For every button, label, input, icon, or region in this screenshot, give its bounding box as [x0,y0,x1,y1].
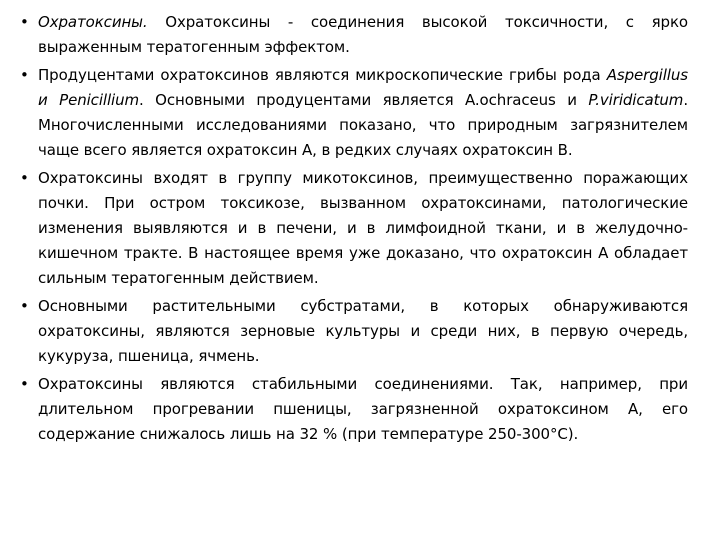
bullet-text: Продуцентами охратоксинов являются микроскопические грибы рода [38,66,607,84]
bullet-item [20,63,688,163]
bullet-item [20,294,688,369]
bullet-dot: • [20,375,29,393]
bullet-dot: • [20,297,29,315]
bullet-text-italic-genus: Aspergillus и Penicillium [38,66,688,109]
bullet-list [20,10,688,450]
bullet-item [20,166,688,291]
bullet-dot: • [20,66,29,84]
bullet-text: . Основными продуцентами является A.ochraceus и [139,91,589,109]
bullet-item [20,10,688,60]
bullet-text-italic-heading: Охратоксины. [38,13,148,31]
bullet-dot: • [20,13,29,31]
bullet-text: Охратоксины являются стабильными соединениями. Так, например, при длительном прогревании пшеницы, загрязненной охратоксином А, его содержание снижалось лишь на 32 % (при температуре 250-300°С). [38,375,688,443]
bullet-item [20,372,688,447]
bullet-text: . Многочисленными исследованиями показано, что природным загрязнителем чаще всего является охратоксин А, в редких случаях охратоксин В. [38,91,688,159]
bullet-text: Основными растительными субстратами, в которых обнаруживаются охратоксины, являются зерновые культуры и среди них, в первую очередь, кукуруза, пшеница, ячмень. [38,297,688,365]
bullet-dot: • [20,169,29,187]
bullet-text-italic-species: P.viridicatum [588,91,684,109]
bullet-text: Охратоксины входят в группу микотоксинов, преимущественно поражающих почки. При остром токсикозе, вызванном охратоксинами, патологические изменения выявляются и в печени, и в лимфоидной ткани, и в желудочно-кишечном тракте. В настоящее время уже доказано, что охратоксин А обладает сильным тератогенным действием. [38,169,688,287]
bullet-text: Охратоксины - соединения высокой токсичности, с ярко выраженным тератогенным эффектом. [38,13,688,56]
